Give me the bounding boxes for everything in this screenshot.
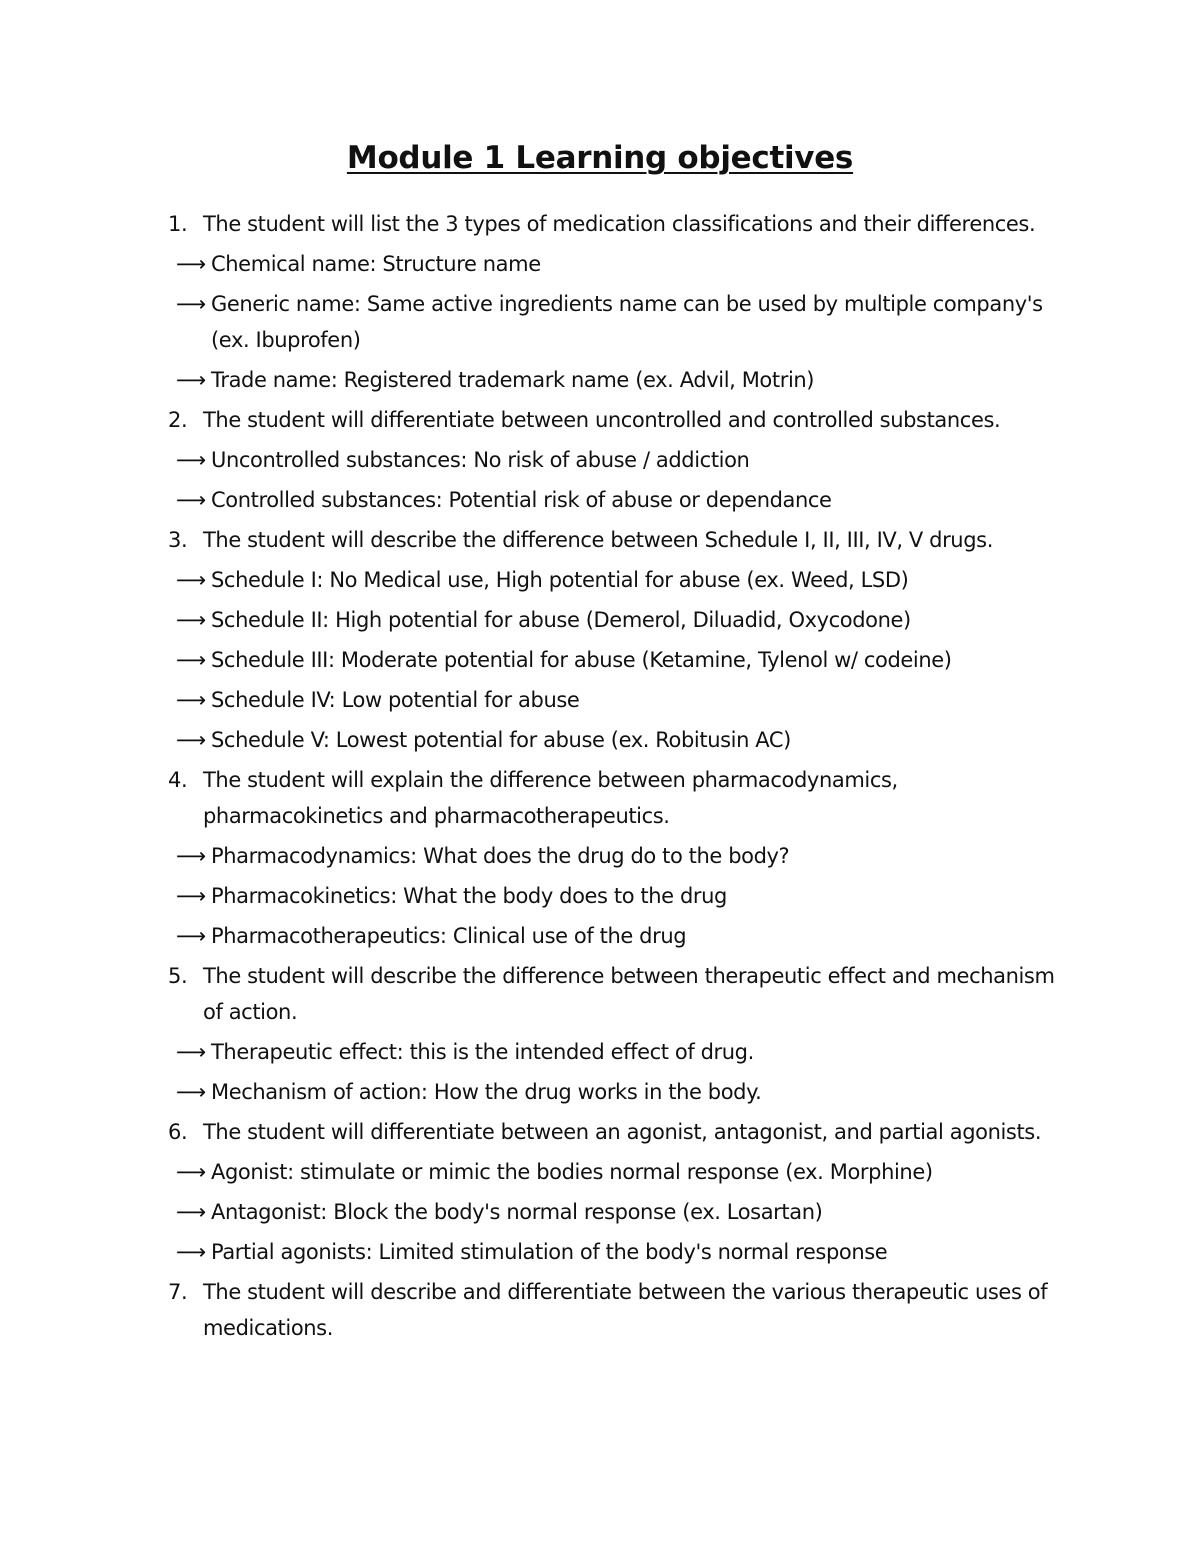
objective-point-text: Generic name: Same active ingredients name can be used by multiple company's (ex. Ibuprofen) (211, 292, 1043, 352)
objective-number: 5. (168, 964, 188, 988)
objective-item (0, 762, 1200, 834)
objective-point (0, 878, 1200, 914)
objective-point (0, 562, 1200, 598)
objective-point (0, 246, 1200, 282)
arrow-right-icon: ⟶ (176, 608, 206, 632)
objective-point-text: Schedule II: High potential for abuse (Demerol, Diluadid, Oxycodone) (211, 608, 911, 632)
objective-point-text: Uncontrolled substances: No risk of abuse / addiction (211, 448, 750, 472)
arrow-right-icon: ⟶ (176, 252, 206, 276)
arrow-right-icon: ⟶ (176, 368, 206, 392)
objective-item (0, 402, 1200, 438)
page-title: Module 1 Learning objectives (346, 140, 854, 176)
objective-point-text: Antagonist: Block the body's normal response (ex. Losartan) (211, 1200, 823, 1224)
objective-point-text: Controlled substances: Potential risk of abuse or dependance (211, 488, 832, 512)
objective-point-text: Agonist: stimulate or mimic the bodies normal response (ex. Morphine) (211, 1160, 933, 1184)
objective-point (0, 642, 1200, 678)
arrow-right-icon: ⟶ (176, 648, 206, 672)
objective-point-text: Schedule III: Moderate potential for abuse (Ketamine, Tylenol w/ codeine) (211, 648, 952, 672)
objective-point (0, 1154, 1200, 1190)
arrow-right-icon: ⟶ (176, 1040, 206, 1064)
objective-point (0, 602, 1200, 638)
objective-text: The student will differentiate between an agonist, antagonist, and partial agonists. (203, 1120, 1042, 1144)
objective-point-text: Partial agonists: Limited stimulation of the body's normal response (211, 1240, 888, 1264)
objective-point-text: Trade name: Registered trademark name (ex. Advil, Motrin) (211, 368, 815, 392)
objective-text: The student will describe the difference between therapeutic effect and mechanism of action. (203, 964, 1055, 1024)
arrow-right-icon: ⟶ (176, 1200, 206, 1224)
objective-point (0, 1234, 1200, 1270)
objective-text: The student will explain the difference between pharmacodynamics, pharmacokinetics and pharmacotherapeutics. (203, 768, 898, 828)
objective-text: The student will describe and differentiate between the various therapeutic uses of medications. (203, 1280, 1048, 1340)
objective-point (0, 918, 1200, 954)
objective-text: The student will differentiate between uncontrolled and controlled substances. (203, 408, 1001, 432)
objective-item (0, 1274, 1200, 1346)
arrow-right-icon: ⟶ (176, 728, 206, 752)
arrow-right-icon: ⟶ (176, 844, 206, 868)
objective-number: 4. (168, 768, 188, 792)
objective-item (0, 958, 1200, 1030)
arrow-right-icon: ⟶ (176, 1080, 206, 1104)
objective-number: 3. (168, 528, 188, 552)
objectives-list (0, 206, 1200, 1350)
arrow-right-icon: ⟶ (176, 924, 206, 948)
objective-number: 7. (168, 1280, 188, 1304)
objective-point (0, 482, 1200, 518)
arrow-right-icon: ⟶ (176, 292, 206, 316)
objective-point-text: Schedule V: Lowest potential for abuse (ex. Robitusin AC) (211, 728, 791, 752)
arrow-right-icon: ⟶ (176, 1240, 206, 1264)
objective-number: 2. (168, 408, 188, 432)
objective-point (0, 1194, 1200, 1230)
objective-point-text: Pharmacodynamics: What does the drug do to the body? (211, 844, 790, 868)
objective-point-text: Chemical name: Structure name (211, 252, 541, 276)
objective-point (0, 1034, 1200, 1070)
arrow-right-icon: ⟶ (176, 688, 206, 712)
objective-point (0, 722, 1200, 758)
objective-point (0, 838, 1200, 874)
objective-point-text: Schedule IV: Low potential for abuse (211, 688, 580, 712)
objective-point (0, 362, 1200, 398)
objective-item (0, 1114, 1200, 1150)
objective-point-text: Schedule I: No Medical use, High potential for abuse (ex. Weed, LSD) (211, 568, 909, 592)
objective-text: The student will list the 3 types of medication classifications and their differences. (203, 212, 1036, 236)
objective-point (0, 286, 1200, 358)
objective-point (0, 682, 1200, 718)
objective-number: 1. (168, 212, 188, 236)
objective-point-text: Pharmacotherapeutics: Clinical use of the drug (211, 924, 687, 948)
arrow-right-icon: ⟶ (176, 568, 206, 592)
arrow-right-icon: ⟶ (176, 884, 206, 908)
arrow-right-icon: ⟶ (176, 488, 206, 512)
arrow-right-icon: ⟶ (176, 1160, 206, 1184)
objective-point-text: Therapeutic effect: this is the intended effect of drug. (211, 1040, 754, 1064)
objective-item (0, 206, 1200, 242)
objective-text: The student will describe the difference between Schedule I, II, III, IV, V drugs. (203, 528, 993, 552)
objective-item (0, 522, 1200, 558)
objective-point (0, 1074, 1200, 1110)
objective-number: 6. (168, 1120, 188, 1144)
objective-point (0, 442, 1200, 478)
arrow-right-icon: ⟶ (176, 448, 206, 472)
objective-point-text: Mechanism of action: How the drug works in the body. (211, 1080, 762, 1104)
objective-point-text: Pharmacokinetics: What the body does to the drug (211, 884, 727, 908)
